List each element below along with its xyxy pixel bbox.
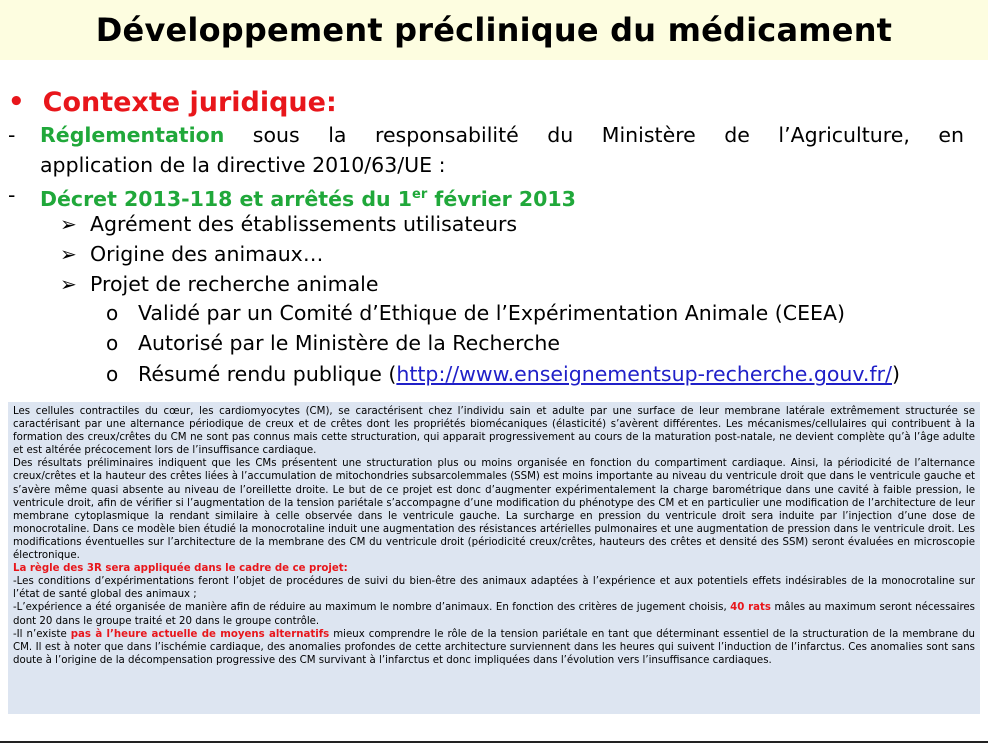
dash-item-line-2: application de la directive 2010/63/UE : (40, 153, 446, 177)
decree-pre: Décret 2013-118 et arrêtés du 1 (40, 186, 413, 211)
resume-link[interactable]: http://www.enseignementsup-recherche.gouv.fr/ (396, 362, 892, 386)
circle-item-ceea (106, 298, 845, 328)
summary-paragraph-4 (13, 601, 975, 627)
circle-item-text: Autorisé par le Ministère de la Recherche (138, 331, 560, 355)
dash-item-body (40, 120, 964, 180)
arrow-item-projet (60, 269, 378, 299)
resume-post: ) (892, 362, 900, 386)
circle-item-text: Validé par un Comité d’Ethique de l’Expérimentation Animale (CEEA) (138, 301, 846, 325)
dash-marker: - (8, 123, 16, 147)
arrow-item-origine (60, 239, 323, 269)
arrow-item-agrement (60, 209, 517, 239)
p5-red: pas à l’heure actuelle de moyens alternatifs (70, 628, 330, 640)
resume-pre: Résumé rendu publique ( (138, 362, 397, 386)
summary-paragraph-1: Les cellules contractiles du cœur, les cardiomyocytes (CM), se caractérisent chez l’individu sain et adulte par une surface de leur membrane latérale extrêmement structurée se caractérisant par une alternance périodique de creux et de crêtes dont les propriétés biomécaniques (élasticité) s’avèrent différentes. Les mécanismes/cellulaires qui contribuent à la formation des creux/crêtes du CM ne sont pas connus mais cette structuration, qui apparait progressivement au cours de la maturation post-natale, ne devient complète qu’à l’âge adulte et est altérée précocement lors de l’insuffisance cardiaque. (13, 406, 975, 457)
p4-post: mâles au maximum seront nécessaires dont 20 dans le groupe traité et 20 dans le groupe contrôle. (13, 602, 975, 627)
arrow-bullet-icon: ➢ (60, 272, 77, 296)
circle-item-resume (106, 359, 900, 389)
circle-bullet-icon: o (106, 362, 119, 386)
p5-post: mieux comprendre le rôle de la tension pariétale en tant que déterminant essentiel de la structuration de la membrane du CM. Il est à noter que dans l’ischémie cardiaque, des anomalies profondes de cette architecture surviennent dans les heures qui suivent l’induction de l’infarctus. Ces anomalies sont sans doute à l’origine de la décompensation progressive des CM survivant à l’infarctus et donc impliquées dans l’évolution vers l’insuffisance cardiaques. (13, 628, 976, 666)
circle-bullet-icon: o (106, 331, 119, 355)
decree-post: février 2013 (427, 186, 576, 211)
summary-paragraph-3: -Les conditions d’expérimentations feront l’objet de procédures de suivi du bien-être des animaux adaptées à l’expérience et aux potentiels effets indésirables de la monocrotaline sur l’état de santé global des animaux ; (13, 576, 975, 601)
bottom-divider (0, 741, 988, 743)
regulation-rest: sous la responsabilité du Ministère de l’Agriculture, en (224, 123, 964, 147)
dash-marker: - (8, 183, 16, 207)
section-heading-text: Contexte juridique: (42, 86, 337, 118)
title-bar (0, 0, 988, 60)
p5-pre: -Il n’existe (13, 628, 71, 640)
project-summary-box (8, 402, 980, 714)
summary-paragraph-5 (13, 628, 975, 667)
arrow-item-text: Origine des animaux… (90, 242, 324, 266)
rule-3r-heading: La règle des 3R sera appliquée dans le cadre de ce projet: (13, 563, 348, 575)
bullet-icon: • (8, 87, 25, 117)
p4-pre: -L’expérience a été organisée de manière afin de réduire au maximum le nombre d’animaux. En fonction des critères de jugement choisis, (13, 602, 731, 614)
section-heading (8, 82, 337, 122)
slide-title: Développement préclinique du médicament (95, 11, 893, 49)
dash-item-line-1 (40, 120, 964, 150)
arrow-bullet-icon: ➢ (60, 212, 77, 236)
arrow-bullet-icon: ➢ (60, 242, 77, 266)
regulation-lead: Réglementation (40, 123, 225, 147)
decree-sup: er (412, 187, 428, 202)
p4-red: 40 rats (730, 602, 771, 614)
arrow-item-text: Projet de recherche animale (90, 272, 379, 296)
summary-paragraph-2: Des résultats préliminaires indiquent que les CMs présentent une structuration plus ou moins organisée en fonction du compartiment cardiaque. Ainsi, la périodicité de l’alternance creux/crêtes et la hauteur des crêtes liées à l’accumulation de mitochondries subsarcolemmales (SSM) est moins importante au niveau du ventricule droit que dans le ventricule gauche et s’avère même quasi absente au niveau de l’oreillette droite. Le but de ce projet est donc d’augmenter expérimentalement la charge barométrique dans une cavité à faible pression, le ventricule droit, afin de vérifier si l’augmentation de la tension pariétale s’accompagne d’une modification du phénotype des CM et en particulier une modification de l’architecture de leur membrane cytoplasmique la rendant similaire à celle observée dans le ventricule gauche. La surcharge en pression du ventricule droit sera induite par l’injection d’une dose de monocrotaline. Dans ce modèle bien étudié la monocrotaline induit une augmentation des résistances artérielles pulmonaires et une augmentation de pression dans le ventricule droit. Les modifications éventuelles sur l’architecture de la membrane des CM du ventricule droit (périodicité creux/crêtes, hauteurs des crêtes et densité des SSM) seront évaluées en microscopie électronique. (13, 458, 975, 562)
circle-item-ministere (106, 328, 560, 358)
arrow-item-text: Agrément des établissements utilisateurs (90, 212, 518, 236)
circle-bullet-icon: o (106, 301, 119, 325)
